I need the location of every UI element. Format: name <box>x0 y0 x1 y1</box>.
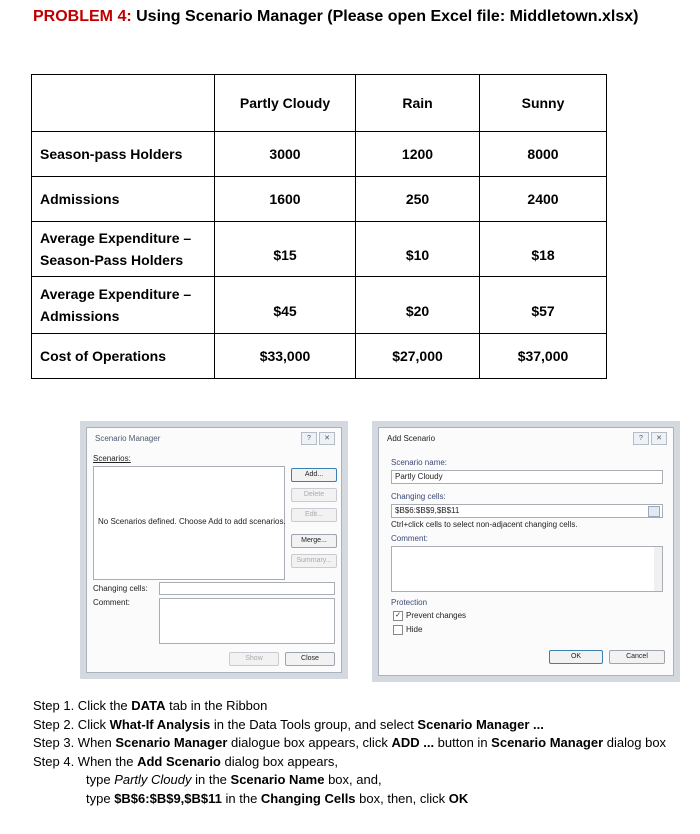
table-cell: $27,000 <box>356 334 480 379</box>
dialog-title: Scenario Manager <box>95 434 161 443</box>
step-text: dialog box appears, <box>220 753 338 769</box>
changing-cells-input[interactable] <box>391 504 663 518</box>
dialog-title: Add Scenario <box>387 434 436 443</box>
step-emphasis: Add Scenario <box>137 753 221 769</box>
changing-cells-field <box>159 582 335 595</box>
table-cell: 250 <box>356 177 480 222</box>
step-emphasis: OK <box>448 790 469 806</box>
protection-label: Protection <box>391 598 428 607</box>
step-emphasis: Changing Cells <box>260 790 356 806</box>
problem-number: PROBLEM 4: <box>33 8 132 25</box>
row-label-line: Average Expenditure – <box>40 286 192 302</box>
step-2 <box>33 716 666 735</box>
row-label-line: Admissions <box>40 308 120 324</box>
table-cell: 3000 <box>215 132 356 177</box>
table-cell <box>215 222 356 277</box>
window-controls <box>631 432 667 445</box>
empty-message: No Scenarios defined. Choose Add to add scenarios. <box>98 517 286 526</box>
step-emphasis: $B$6:$B$9,$B$11 <box>114 790 222 806</box>
row-label: Admissions <box>32 177 215 222</box>
step-emphasis: DATA <box>131 698 166 713</box>
step-text: in the <box>221 790 261 806</box>
step-text: type <box>86 790 115 806</box>
step-text: Step 3. When <box>33 735 116 751</box>
step-text: box, then, click <box>355 790 449 806</box>
table-cell: $37,000 <box>480 334 607 379</box>
step-text: in the <box>191 772 231 788</box>
help-icon[interactable]: ? <box>301 432 317 445</box>
scenario-manager-screenshot <box>80 421 348 679</box>
table-cell: 1600 <box>215 177 356 222</box>
table-header-cell: Partly Cloudy <box>215 75 356 132</box>
changing-cells-label: Changing cells: <box>391 492 446 501</box>
edit-button[interactable]: Edit... <box>291 508 337 522</box>
scenarios-label: Scenarios: <box>93 454 131 463</box>
row-label-line: Season-Pass Holders <box>40 252 184 268</box>
changing-cells-value: $B$6:$B$9,$B$11 <box>395 506 460 515</box>
step-4-substep <box>33 790 666 809</box>
step-emphasis: What-If Analysis <box>109 716 211 732</box>
cell-value: $18 <box>531 247 555 263</box>
cell-value: $57 <box>531 303 555 319</box>
add-button[interactable]: Add... <box>291 468 337 482</box>
help-icon[interactable]: ? <box>633 432 649 445</box>
comment-input[interactable] <box>391 546 663 592</box>
step-4-substep <box>33 771 666 790</box>
table-cell: 8000 <box>480 132 607 177</box>
step-emphasis: ADD ... <box>391 735 435 751</box>
step-italic: Partly Cloudy <box>114 772 192 788</box>
step-3 <box>33 734 666 753</box>
table-header-row <box>32 75 607 132</box>
delete-button[interactable]: Delete <box>291 488 337 502</box>
step-text: in the Data Tools group, and select <box>210 716 418 732</box>
step-text: dialogue box appears, click <box>227 735 392 751</box>
table-cell <box>356 222 480 277</box>
table-cell: 1200 <box>356 132 480 177</box>
step-text: type <box>86 772 115 788</box>
comment-scrollbar[interactable] <box>654 547 662 591</box>
table-cell: $33,000 <box>215 334 356 379</box>
table-row <box>32 177 607 222</box>
merge-button[interactable]: Merge... <box>291 534 337 548</box>
prevent-changes-label: Prevent changes <box>406 611 467 621</box>
table-row <box>32 222 607 277</box>
row-label-line: Average Expenditure – <box>40 230 192 246</box>
prevent-changes-option[interactable] <box>393 611 466 621</box>
checkbox-icon[interactable] <box>393 625 403 635</box>
comment-label: Comment: <box>391 534 428 543</box>
step-text: button in <box>434 735 492 751</box>
add-scenario-screenshot <box>372 421 680 682</box>
scenario-name-label: Scenario name: <box>391 458 448 467</box>
show-button[interactable]: Show <box>229 652 279 666</box>
hide-option[interactable] <box>393 625 422 635</box>
table-cell: 2400 <box>480 177 607 222</box>
close-icon[interactable]: ✕ <box>319 432 335 445</box>
table-header-cell: Sunny <box>480 75 607 132</box>
step-text: Step 2. Click <box>33 716 110 732</box>
step-text: box, and, <box>324 772 382 788</box>
step-text: tab in the Ribbon <box>165 698 268 713</box>
comment-field <box>159 598 335 644</box>
step-text: Step 1. Click the <box>33 698 132 713</box>
table-cell <box>356 277 480 334</box>
step-emphasis: Scenario Manager <box>115 735 228 751</box>
step-4 <box>33 753 666 772</box>
checkbox-checked-icon[interactable]: ✓ <box>393 611 403 621</box>
step-text: Step 4. When the <box>33 753 138 769</box>
problem-description: Using Scenario Manager (Please open Excel file: Middletown.xlsx) <box>136 8 639 25</box>
step-emphasis: Scenario Name <box>230 772 325 788</box>
step-text: dialog box <box>603 735 667 751</box>
close-button[interactable]: Close <box>285 652 335 666</box>
cell-value: $10 <box>405 247 430 263</box>
step-emphasis: Scenario Manager <box>491 735 604 751</box>
scenario-name-input[interactable] <box>391 470 663 484</box>
add-scenario-dialog <box>378 427 674 676</box>
cell-value: $15 <box>273 247 297 263</box>
step-1 <box>33 697 666 716</box>
row-label <box>32 222 215 277</box>
instructions <box>33 697 666 809</box>
close-icon[interactable]: ✕ <box>651 432 667 445</box>
step-emphasis: Scenario Manager ... <box>417 716 544 732</box>
row-label: Season-pass Holders <box>32 132 215 177</box>
collapse-dialog-icon[interactable] <box>648 506 660 517</box>
cancel-button[interactable]: Cancel <box>609 650 665 664</box>
changing-cells-hint: Ctrl+click cells to select non-adjacent changing cells. <box>391 520 578 529</box>
comment-label: Comment: <box>93 598 130 607</box>
changing-cells-label: Changing cells: <box>93 584 148 593</box>
table-row <box>32 277 607 334</box>
scenario-manager-dialog <box>86 427 342 673</box>
ok-button[interactable]: OK <box>549 650 603 664</box>
table-cell <box>215 277 356 334</box>
table-cell <box>480 222 607 277</box>
table-row <box>32 334 607 379</box>
scenario-name-value: Partly Cloudy <box>395 472 443 481</box>
window-controls <box>299 432 335 445</box>
table-row <box>32 132 607 177</box>
cell-value: $20 <box>405 303 430 319</box>
summary-button[interactable]: Summary... <box>291 554 337 568</box>
table-header-cell: Rain <box>356 75 480 132</box>
table-cell <box>480 277 607 334</box>
scenario-table <box>31 74 607 379</box>
scenarios-list[interactable] <box>93 466 285 580</box>
table-corner-cell <box>32 75 215 132</box>
page-title <box>33 8 638 26</box>
cell-value: $45 <box>273 303 297 319</box>
hide-label: Hide <box>406 625 423 635</box>
row-label: Cost of Operations <box>32 334 215 379</box>
row-label <box>32 277 215 334</box>
